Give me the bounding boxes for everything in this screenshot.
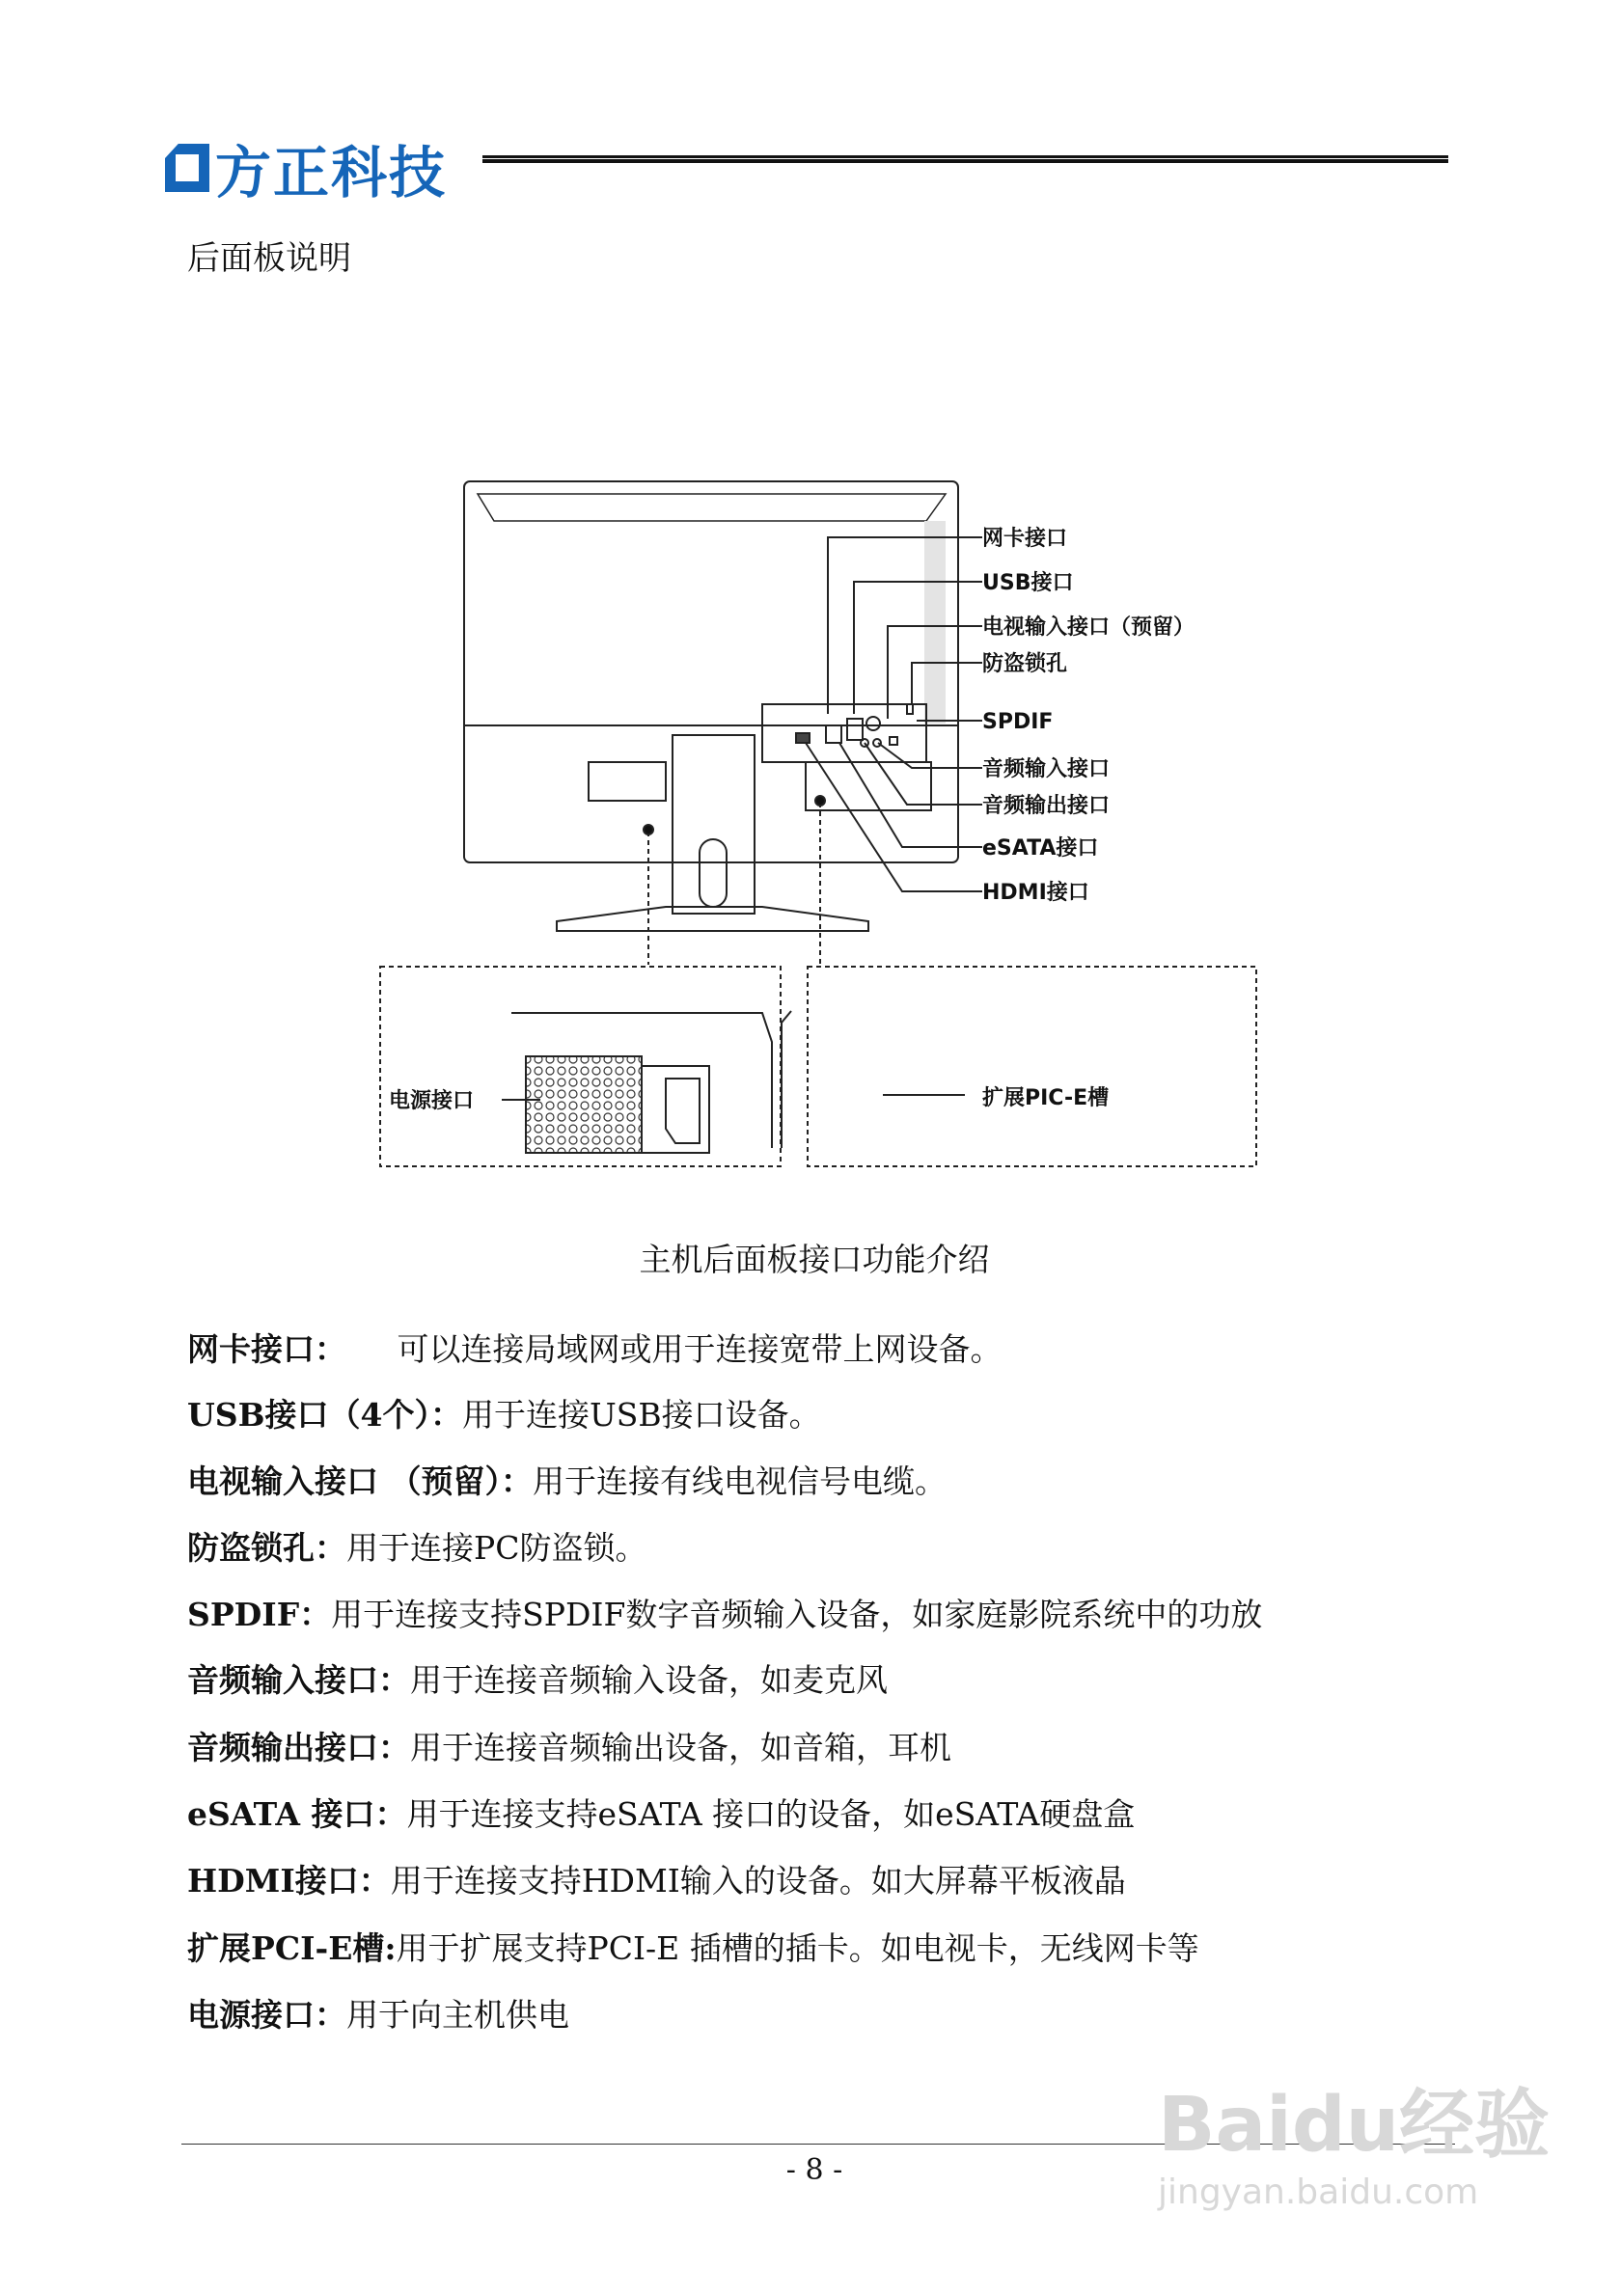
item-text: 用于连接音频输入设备，如麦克风: [410, 1661, 888, 1699]
logo-mark-icon: [165, 144, 209, 192]
item-line: [187, 1790, 1135, 1835]
item-line: [187, 1990, 569, 2036]
item-label: 防盗锁孔：: [187, 1529, 346, 1567]
label-lock-hole: 防盗锁孔: [982, 652, 1068, 676]
item-line: [187, 1390, 821, 1435]
item-line: [187, 1325, 1002, 1370]
label-tv-input: 电视输入接口（预留）: [982, 615, 1195, 640]
label-power-port: 电源接口: [389, 1089, 475, 1113]
item-label: USB接口（4个）：: [187, 1396, 462, 1434]
label-usb-port: USB接口: [982, 571, 1074, 595]
item-line: [187, 1590, 1262, 1635]
label-audio-out: 音频输出接口: [982, 794, 1111, 818]
figure-caption: 主机后面板接口功能介绍: [639, 1241, 990, 1278]
item-text: 用于向主机供电: [346, 1996, 569, 2034]
item-line: [187, 1457, 947, 1502]
label-pcie-slot: 扩展PIC-E槽: [982, 1086, 1110, 1110]
item-text: 可以连接局域网或用于连接宽带上网设备。: [346, 1330, 1003, 1368]
item-text: 用于连接音频输出设备，如音箱，耳机: [410, 1729, 951, 1766]
item-label: HDMI接口：: [187, 1862, 391, 1900]
item-label: 扩展PCI-E槽:: [187, 1929, 397, 1967]
header-rule: [482, 155, 1448, 159]
label-esata: eSATA接口: [982, 836, 1099, 861]
item-label: 音频输出接口：: [187, 1729, 410, 1766]
item-label: 音频输入接口：: [187, 1661, 410, 1699]
item-text: 用于连接有线电视信号电缆。: [533, 1462, 947, 1500]
item-line: [187, 1924, 1199, 1969]
item-text: 用于连接PC防盗锁。: [346, 1529, 647, 1567]
item-label: 网卡接口：: [187, 1330, 346, 1368]
rear-panel-diagram: [289, 424, 1312, 1196]
label-audio-in: 音频输入接口: [982, 757, 1111, 781]
item-text: 用于扩展支持PCI-E 插槽的插卡。如电视卡，无线网卡等: [396, 1929, 1199, 1967]
label-spdif: SPDIF: [982, 710, 1054, 734]
logo-text: 方正科技: [215, 140, 448, 205]
item-line: [187, 1856, 1126, 1901]
label-hdmi: HDMI接口: [982, 881, 1089, 905]
item-line: [187, 1655, 888, 1701]
item-label: SPDIF：: [187, 1596, 332, 1633]
company-logo: [165, 127, 447, 208]
item-text: 用于连接支持eSATA 接口的设备，如eSATA硬盘盒: [406, 1795, 1136, 1833]
item-text: 用于连接USB接口设备。: [461, 1396, 821, 1434]
item-label: 电视输入接口 （预留）：: [187, 1462, 533, 1500]
item-label: eSATA 接口：: [187, 1795, 407, 1833]
item-line: [187, 1723, 951, 1768]
page-number: - 8 -: [785, 2153, 843, 2187]
section-title: 后面板说明: [187, 239, 351, 278]
item-line: [187, 1523, 646, 1569]
watermark-url: jingyan.baidu.com: [1158, 2173, 1479, 2212]
baidu-watermark: [1158, 2064, 1550, 2212]
watermark-brand: Baidu经验: [1158, 2082, 1551, 2169]
monitor-back: [464, 481, 958, 862]
label-lan-port: 网卡接口: [982, 527, 1068, 551]
item-text: 用于连接支持HDMI输入的设备。如大屏幕平板液晶: [390, 1862, 1126, 1900]
item-text: 用于连接支持SPDIF数字音频输入设备，如家庭影院系统中的功放: [331, 1596, 1263, 1633]
item-label: 电源接口：: [187, 1996, 346, 2034]
